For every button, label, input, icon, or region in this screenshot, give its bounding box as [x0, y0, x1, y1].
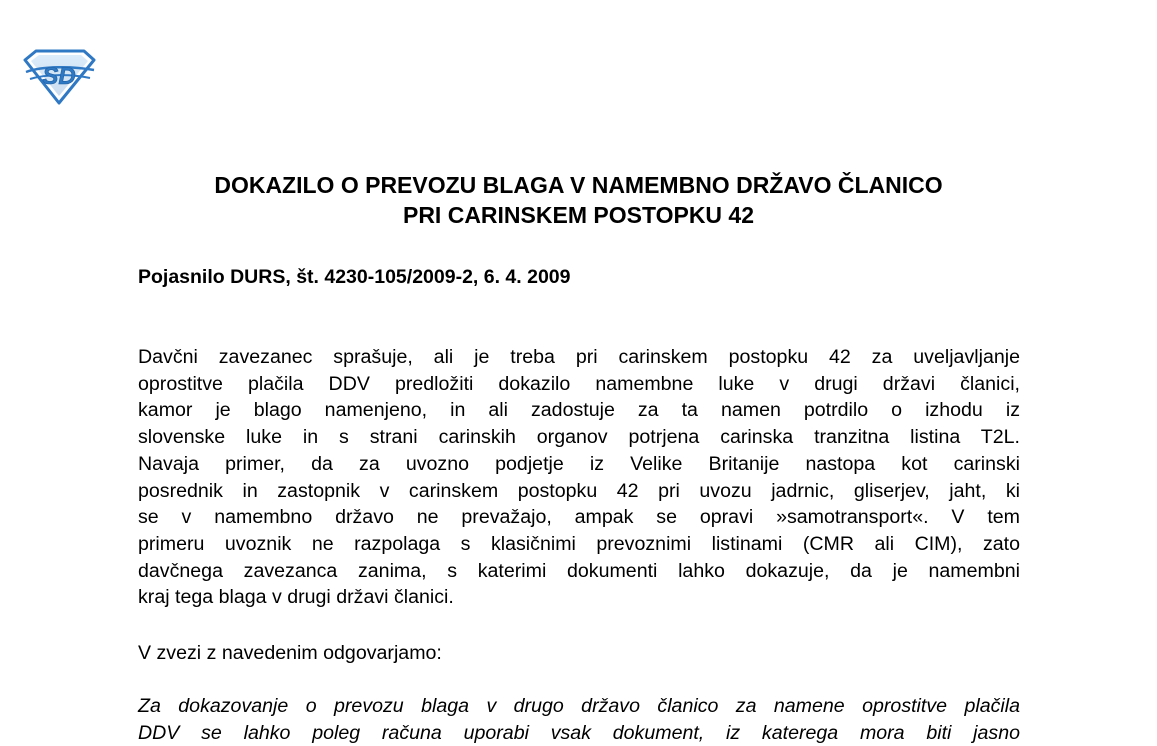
paragraph-line: Navaja primer, da za uvozno podjetje iz Velike Britanije nastopa kot carinski [138, 452, 1020, 475]
document-subtitle: Pojasnilo DURS, št. 4230-105/2009-2, 6. 4. 2009 [138, 266, 571, 288]
paragraph-line: posrednik in zastopnik v carinskem postopku 42 pri uvozu jadrnic, gliserjev, jaht, ki [138, 479, 1020, 502]
title-line: DOKAZILO O PREVOZU BLAGA V NAMEMBNO DRŽAVO ČLANICO [214, 172, 943, 198]
document-title [0, 170, 1157, 230]
logo-letters: SD [42, 63, 76, 90]
question-paragraph [138, 344, 1020, 611]
paragraph-line: se v namembno državo ne prevažajo, ampak se opravi »samotransport«. V tem [138, 506, 1020, 529]
title-line: PRI CARINSKEM POSTOPKU 42 [402, 202, 755, 228]
paragraph-line: kraj tega blaga v drugi državi članici. [138, 586, 454, 609]
answer-paragraph [138, 693, 1020, 746]
paragraph-line: DDV se lahko poleg računa uporabi vsak dokument, iz katerega mora biti jasno [138, 721, 1020, 744]
paragraph-line: slovenske luke in s strani carinskih organov potrjena carinska tranzitna listina T2L. [138, 426, 1020, 449]
paragraph-line: Za dokazovanje o prevozu blaga v drugo državo članico za namene oprostitve plačila [138, 695, 1020, 717]
paragraph-line: oprostitve plačila DDV predložiti dokazilo namembne luke v drugi državi članici, [138, 372, 1020, 395]
answer-intro: V zvezi z navedenim odgovarjamo: [138, 642, 442, 664]
paragraph-line: Davčni zavezanec sprašuje, ali je treba pri carinskem postopku 42 za uveljavljanje [138, 346, 1020, 368]
paragraph-line: primeru uvoznik ne razpolaga s klasičnimi prevoznimi listinami (CMR ali CIM), zato [138, 532, 1020, 555]
paragraph-line: davčnega zavezanca zanima, s katerimi dokumenti lahko dokazuje, da je namembni [138, 559, 1020, 582]
paragraph-line: kamor je blago namenjeno, in ali zadostuje za ta namen potrdilo o izhodu iz [138, 399, 1020, 422]
company-logo [22, 48, 96, 106]
